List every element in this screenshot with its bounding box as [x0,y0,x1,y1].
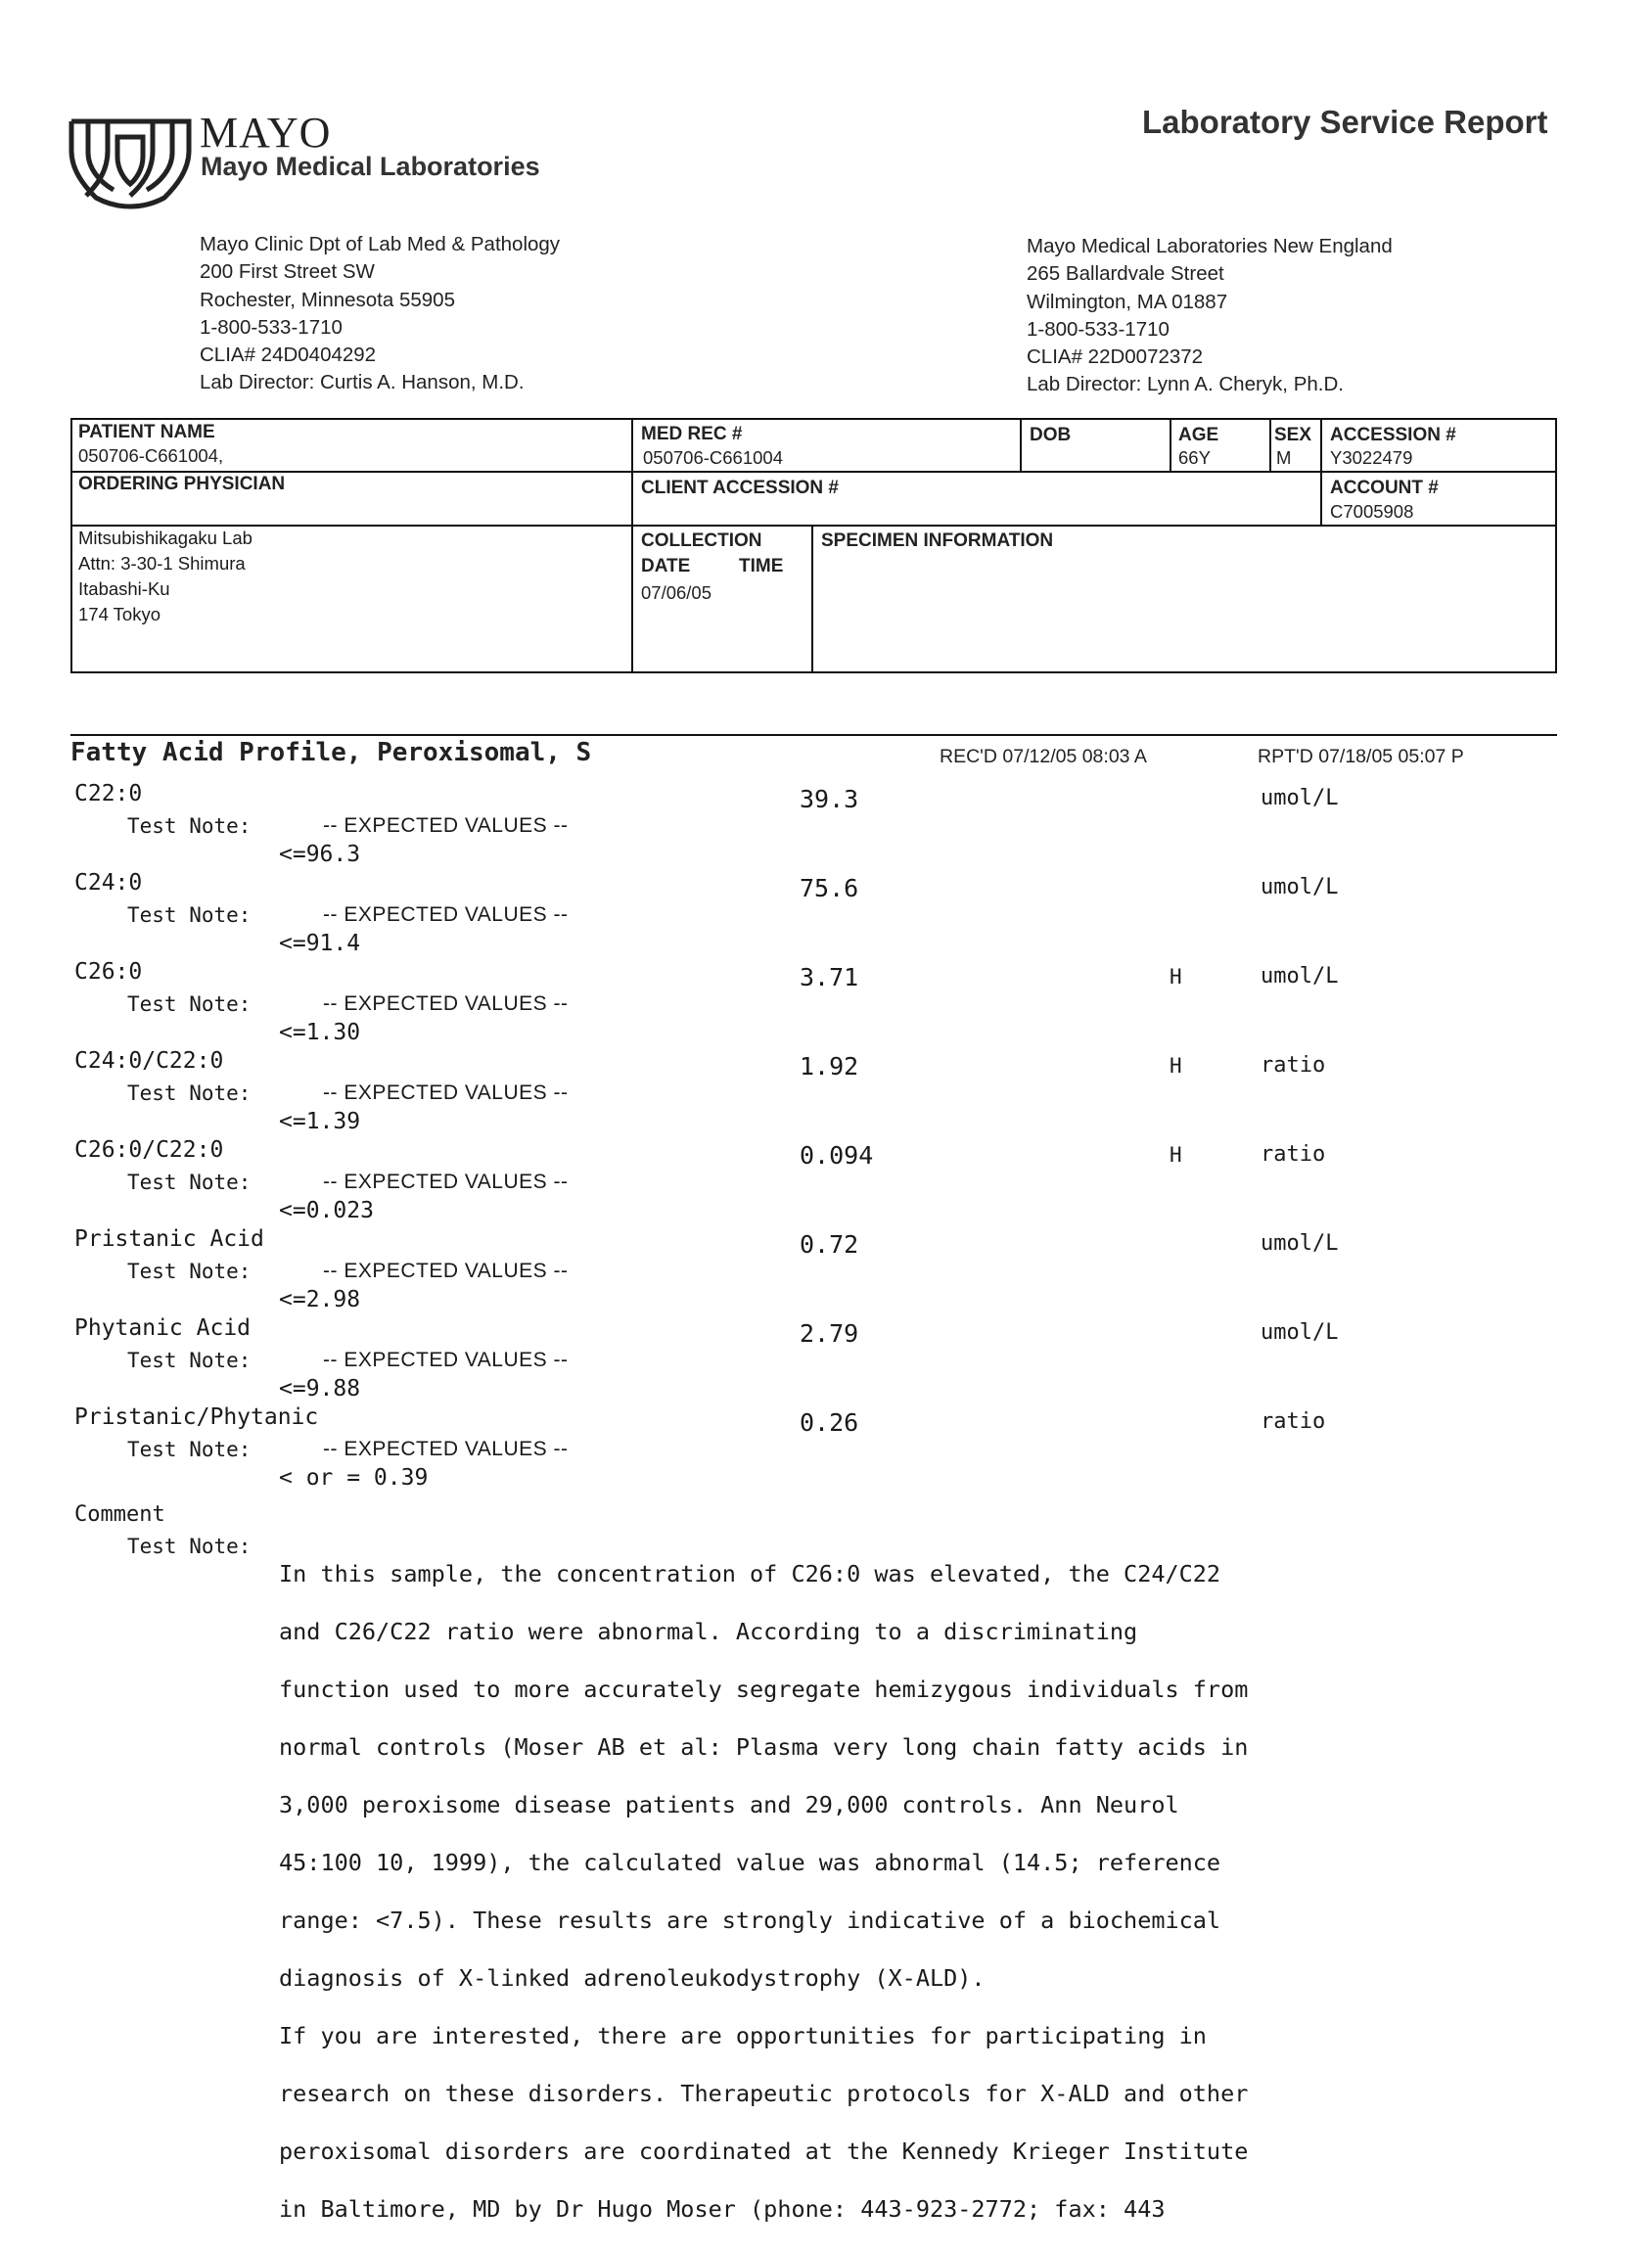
test-unit: umol/L [1261,964,1339,989]
accession-value: Y3022479 [1330,447,1413,468]
table-divider [1020,420,1022,471]
expected-values-label: -- EXPECTED VALUES -- [323,1438,569,1460]
result-row [0,870,1652,959]
med-rec-label: MED REC # [641,424,743,444]
age-label: AGE [1178,425,1219,445]
expected-values-label: -- EXPECTED VALUES -- [323,1349,569,1371]
lab-address-left [200,231,560,397]
expected-values-label: -- EXPECTED VALUES -- [323,1171,569,1193]
test-note-label: Test Note: [127,1349,252,1372]
result-row [0,1137,1652,1226]
table-divider [631,420,633,671]
test-value: 3.71 [800,963,859,991]
table-divider [1170,420,1171,471]
test-flag: H [1170,1143,1182,1167]
age-value: 66Y [1178,447,1211,468]
test-note-label: Test Note: [127,1081,252,1105]
client-address-line: Attn: 3-30-1 Shimura [78,553,246,574]
address-line: 1-800-533-1710 [200,315,343,339]
reference-range: <=91.4 [279,931,361,956]
results-title: Fatty Acid Profile, Peroxisomal, S [70,738,592,767]
test-note-label: Test Note: [127,903,252,927]
client-address [78,526,252,627]
expected-values-label: -- EXPECTED VALUES -- [323,1260,569,1282]
test-name: Pristanic Acid [74,1226,264,1252]
reference-range: <=1.39 [279,1109,361,1134]
address-line: Wilmington, MA 01887 [1027,290,1228,313]
address-line: 265 Ballardvale Street [1027,262,1224,286]
client-accession-label: CLIENT ACCESSION # [641,478,839,498]
reference-range: <=1.30 [279,1020,361,1045]
address-line: Lab Director: Curtis A. Hanson, M.D. [200,371,525,394]
test-note-label: Test Note: [127,1260,252,1283]
comment-line: normal controls (Moser AB et al: Plasma very long chain fatty acids in [279,1732,1249,1761]
test-unit: ratio [1261,1142,1326,1167]
report-title: Laboratory Service Report [1142,104,1548,140]
test-name: C22:0 [74,781,143,806]
med-rec-value: 050706-C661004 [643,447,783,468]
test-value: 2.79 [800,1319,859,1348]
results-divider [70,734,1557,736]
comment-line: 3,000 peroxisome disease patients and 29,000 controls. Ann Neurol [279,1790,1179,1818]
test-value: 0.094 [800,1141,874,1170]
test-value: 0.26 [800,1408,859,1437]
comment-line: research on these disorders. Therapeutic protocols for X-ALD and other [279,2079,1249,2107]
accession-label: ACCESSION # [1330,425,1456,445]
sex-value: M [1276,447,1292,468]
comment-label: Comment [74,1502,165,1527]
reference-range: <=0.023 [279,1198,374,1223]
collection-label: COLLECTION [641,530,762,551]
comment-line: range: <7.5). These results are strongly indicative of a biochemical [279,1906,1221,1934]
address-line: Rochester, Minnesota 55905 [200,288,455,311]
patient-info-table [70,418,1557,673]
reference-range: < or = 0.39 [279,1465,429,1491]
reference-range: <=2.98 [279,1287,361,1312]
reference-range: <=96.3 [279,842,361,867]
test-unit: umol/L [1261,1320,1339,1345]
address-line: CLIA# 24D0404292 [200,344,377,367]
comment-line: peroxisomal disorders are coordinated at the Kennedy Krieger Institute [279,2137,1249,2165]
client-address-line: 174 Tokyo [78,604,161,624]
brand-subtitle: Mayo Medical Laboratories [201,152,540,181]
collection-date-value: 07/06/05 [641,582,712,603]
account-value: C7005908 [1330,501,1414,522]
address-line: 200 First Street SW [200,260,375,284]
test-unit: ratio [1261,1409,1326,1434]
test-unit: umol/L [1261,786,1339,810]
comment-body [279,1531,1620,2253]
test-flag: H [1170,1054,1182,1078]
lab-address-right [1027,233,1393,399]
address-line: Mayo Clinic Dpt of Lab Med & Pathology [200,233,561,255]
result-row [0,1226,1652,1315]
test-note-label: Test Note: [127,1438,252,1461]
comment-line: 45:100 10, 1999), the calculated value was abnormal (14.5; reference [279,1848,1221,1876]
result-row [0,781,1652,870]
comment-line: in Baltimore, MD by Dr Hugo Moser (phone: 443-923-2772; fax: 443 [279,2194,1166,2223]
collection-time-label: TIME [739,556,784,576]
comment-line: function used to more accurately segregate hemizygous individuals from [279,1675,1249,1703]
reported-datetime: RPT'D 07/18/05 05:07 P [1258,746,1464,767]
test-note-label: Test Note: [127,992,252,1016]
comment-line: diagnosis of X-linked adrenoleukodystrophy (X-ALD). [279,1963,986,1992]
comment-line: In this sample, the concentration of C26:0 was elevated, the C24/C22 [279,1559,1221,1587]
test-name: Pristanic/Phytanic [74,1404,319,1430]
test-note-label: Test Note: [127,814,252,838]
ordering-physician-label: ORDERING PHYSICIAN [78,474,286,494]
test-name: C24:0/C22:0 [74,1048,224,1074]
comment-line: and C26/C22 ratio were abnormal. According to a discriminating [279,1617,1138,1645]
test-value: 75.6 [800,874,859,902]
dob-label: DOB [1030,425,1072,445]
address-line: Mayo Medical Laboratories New England [1027,235,1393,257]
client-address-line: Mitsubishikagaku Lab [78,528,252,548]
mayo-shield-logo-icon [67,112,194,209]
expected-values-label: -- EXPECTED VALUES -- [323,992,569,1015]
result-row [0,1048,1652,1137]
table-divider [72,471,1555,473]
expected-values-label: -- EXPECTED VALUES -- [323,903,569,926]
address-line: Lab Director: Lynn A. Cheryk, Ph.D. [1027,373,1344,396]
table-divider [72,525,1555,527]
test-value: 1.92 [800,1052,859,1081]
specimen-information-label: SPECIMEN INFORMATION [821,530,1054,551]
test-value: 0.72 [800,1230,859,1259]
test-unit: umol/L [1261,875,1339,899]
table-divider [811,525,813,671]
brand-name: MAYO [200,109,332,157]
expected-values-label: -- EXPECTED VALUES -- [323,814,569,837]
reference-range: <=9.88 [279,1376,361,1402]
result-row [0,959,1652,1048]
comment-line: If you are interested, there are opportunities for participating in [279,2021,1207,2049]
result-row [0,1404,1652,1494]
test-name: C24:0 [74,870,143,896]
test-name: C26:0 [74,959,143,985]
collection-date-label: DATE [641,556,691,576]
test-flag: H [1170,965,1182,989]
sex-label: SEX [1274,425,1312,445]
table-divider [1320,420,1322,525]
test-name: Phytanic Acid [74,1315,252,1341]
comment-note-label: Test Note: [127,1535,252,1558]
result-row [0,1315,1652,1404]
test-unit: ratio [1261,1053,1326,1078]
table-divider [1269,420,1271,471]
test-note-label: Test Note: [127,1171,252,1194]
patient-name-label: PATIENT NAME [78,422,215,442]
test-value: 39.3 [800,785,859,813]
received-datetime: REC'D 07/12/05 08:03 A [940,746,1147,767]
test-name: C26:0/C22:0 [74,1137,224,1163]
test-unit: umol/L [1261,1231,1339,1256]
patient-name-value: 050706-C661004, [78,445,224,466]
address-line: CLIA# 22D0072372 [1027,345,1204,369]
address-line: 1-800-533-1710 [1027,317,1170,341]
client-address-line: Itabashi-Ku [78,578,170,599]
account-label: ACCOUNT # [1330,478,1439,498]
expected-values-label: -- EXPECTED VALUES -- [323,1081,569,1104]
